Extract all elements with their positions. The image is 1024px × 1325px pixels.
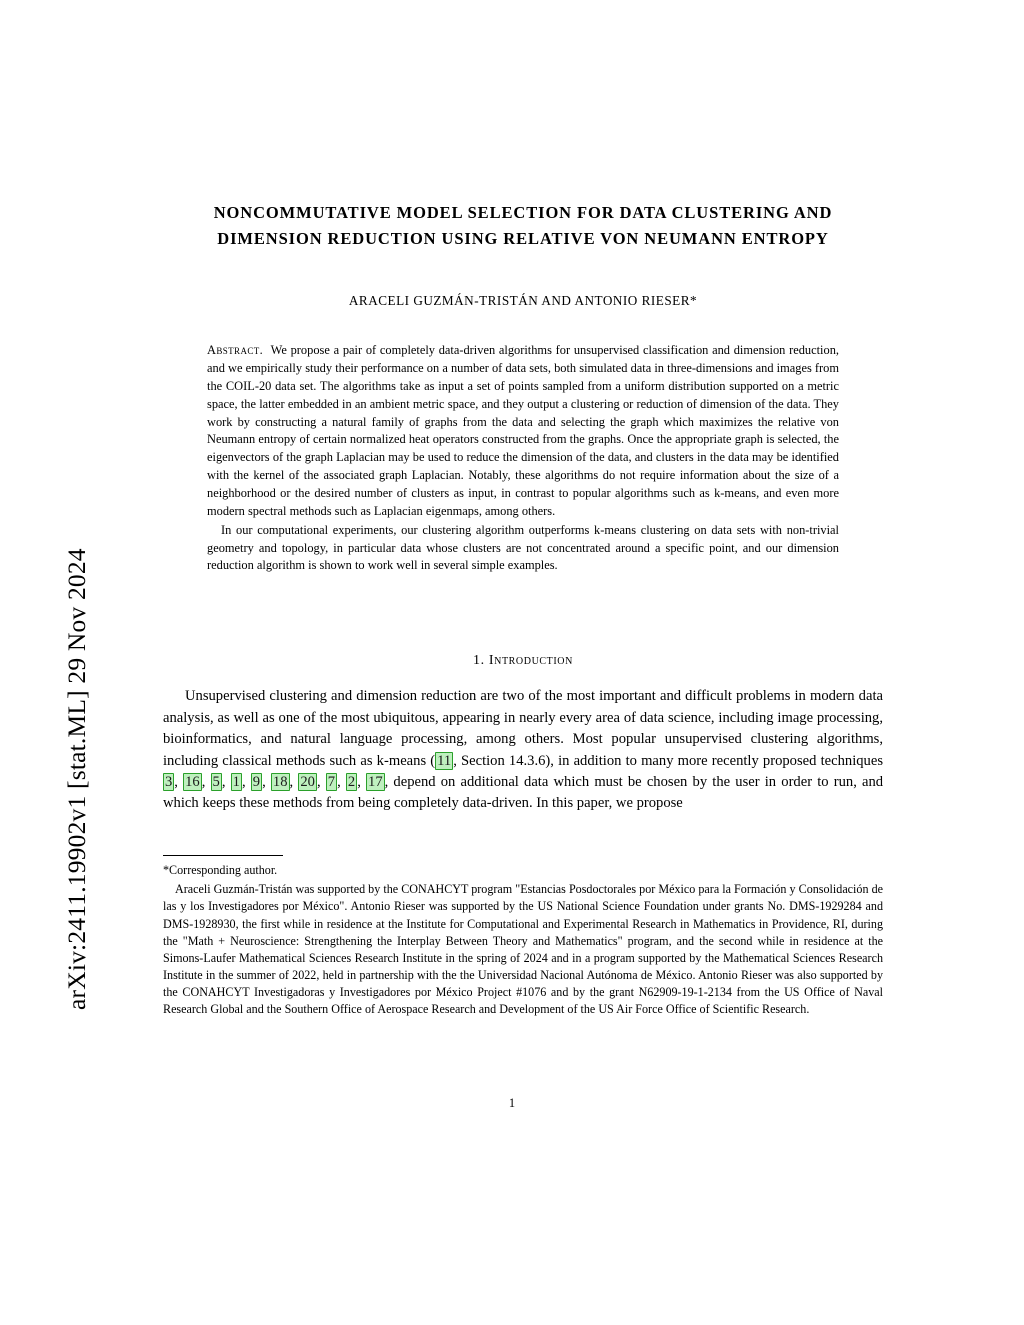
abstract-label: Abstract. <box>207 343 264 358</box>
citation-link-1[interactable]: 1 <box>232 774 240 791</box>
citation-link-9[interactable]: 9 <box>252 774 261 791</box>
footnotes-block <box>163 862 883 1019</box>
authors-line: ARACELI GUZMÁN-TRISTÁN AND ANTONIO RIESER* <box>348 293 698 309</box>
section-number: 1. <box>473 653 485 669</box>
footnote-divider <box>163 855 283 856</box>
citation-link-18[interactable]: 18 <box>272 774 288 791</box>
abstract-paragraph-1 <box>207 342 839 521</box>
citation-link-5[interactable]: 5 <box>212 774 220 791</box>
abstract-paragraph-2: In our computational experiments, our clustering algorithm outperforms k-means clustering on data sets with non-trivial geometry and topology, in particular data whose clusters are not concentrated around a specific point, and our dimension reduction algorithm is shown to work well in several simple examples. <box>207 522 839 573</box>
section-heading-introduction <box>163 653 883 669</box>
arxiv-identifier-text: arXiv:2411.19902v1 [stat.ML] 29 Nov 2024 <box>62 548 91 1010</box>
citation-link-16[interactable]: 16 <box>185 774 200 791</box>
abstract-block <box>207 342 839 575</box>
introduction-paragraph: Unsupervised clustering and dimension reduction are two of the most important and difficult problems in modern data analysis, as well as one of the most ubiquitous, appearing in nearly every area of data science, including image processing, bioinformatics, and natural language processing, among others. Most popular unsupervised clustering algorithms, including classical methods such as k-means ( 11 , Section 14.3.6), in addition to many more recently proposed techniques 3 , 16 , 5 , 1 , 9 , 18 , 20 , 7 , 2 , 17 , depend on additional data which must be chosen by the user in order to run, and which keeps these methods from being completely data-driven. In this paper, we propose <box>163 688 884 812</box>
intro-text-part-2: , Section 14.3.6), in addition to many more recently proposed techniques <box>453 752 883 769</box>
page-number: 1 <box>508 1096 516 1110</box>
intro-text-part-1: Unsupervised clustering and dimension reduction are two of the most important and difficult problems in modern data analysis, as well as one of the most ubiquitous, appearing in nearly every area of data science, including image processing, bioinformatics, and natural language processing, among others. Most popular unsupervised clustering algorithms, including classical methods such as k-means ( <box>163 688 883 769</box>
citation-link-20[interactable]: 20 <box>300 774 315 791</box>
citation-link-3[interactable]: 3 <box>165 774 173 791</box>
footnote-funding: Araceli Guzmán-Tristán was supported by the CONAHCYT program "Estancias Posdoctorales por México para la Formación y Consolidación de las y los Investigadores por México". Antonio Rieser was supported by the US National Science Foundation under grants No. DMS-1929284 and DMS-1928930, the first while in residence at the Institute for Computational and Experimental Research in Mathematics in Providence, RI, during the "Math + Neuroscience: Strengthening the Interplay Between Theory and Mathematics" program, and the second while in residence at the Simons-Laufer Mathematical Sciences Research Institute in the spring of 2024 and in a program supported by the Mathematical Sciences Research Institute in the summer of 2022, held in partnership with the the Universidad Nacional Autónoma de México. Antonio Rieser was also supported by the CONAHCYT Investigadoras y Investigadores por México Project #1076 and by the grant N62909-19-1-2134 from the US Office of Naval Research Global and the Southern Office of Aerospace Research and Development of the US Air Force Office of Scientific Research. <box>163 882 883 1017</box>
title-line-2: DIMENSION REDUCTION USING RELATIVE VON NEUMANN ENTROPY <box>217 228 829 248</box>
title-line-1: NONCOMMUTATIVE MODEL SELECTION FOR DATA CLUSTERING AND <box>213 203 833 222</box>
citation-link-2[interactable]: 2 <box>347 774 356 791</box>
section-title: Introduction <box>488 653 573 669</box>
abstract-text-1: We propose a pair of completely data-driven algorithms for unsupervised classification and dimension reduction, and we empirically study their performance on a number of data sets, both simulated data in three-dimensions and images from the COIL-20 data set. The algorithms take as input a set of points sampled from a uniform distribution supported on a metric space, the latter embedded in an ambient metric space, and they output a clustering or reduction of dimension of the data. They work by constructing a natural family of graphs from the data and selecting the graph which maximizes the relative von Neumann entropy of certain normalized heat operators constructed from the graphs. Once the appropriate graph is selected, the eigenvectors of the graph Laplacian may be used to reduce the dimension of the data, and clusters in the data may be identified with the kernel of the associated graph Laplacian. Notably, these algorithms do not require information about the size of a neighborhood or the desired number of clusters as input, in contrast to popular algorithms such as k-means, and even more modern spectral methods such as Laplacian eigenmaps, among others. <box>207 343 839 518</box>
citation-link-7[interactable]: 7 <box>327 774 336 791</box>
footnote-corresponding-author: *Corresponding author. <box>163 863 278 877</box>
citation-link-17[interactable]: 17 <box>368 774 383 791</box>
page-title <box>163 200 883 251</box>
paper-content <box>163 200 883 815</box>
citation-link-11[interactable]: 11 <box>437 752 452 769</box>
intro-text-part-3: , depend on additional data which must be chosen by the user in order to run, and which keeps these methods from being completely data-driven. In this paper, we propose <box>163 774 884 812</box>
